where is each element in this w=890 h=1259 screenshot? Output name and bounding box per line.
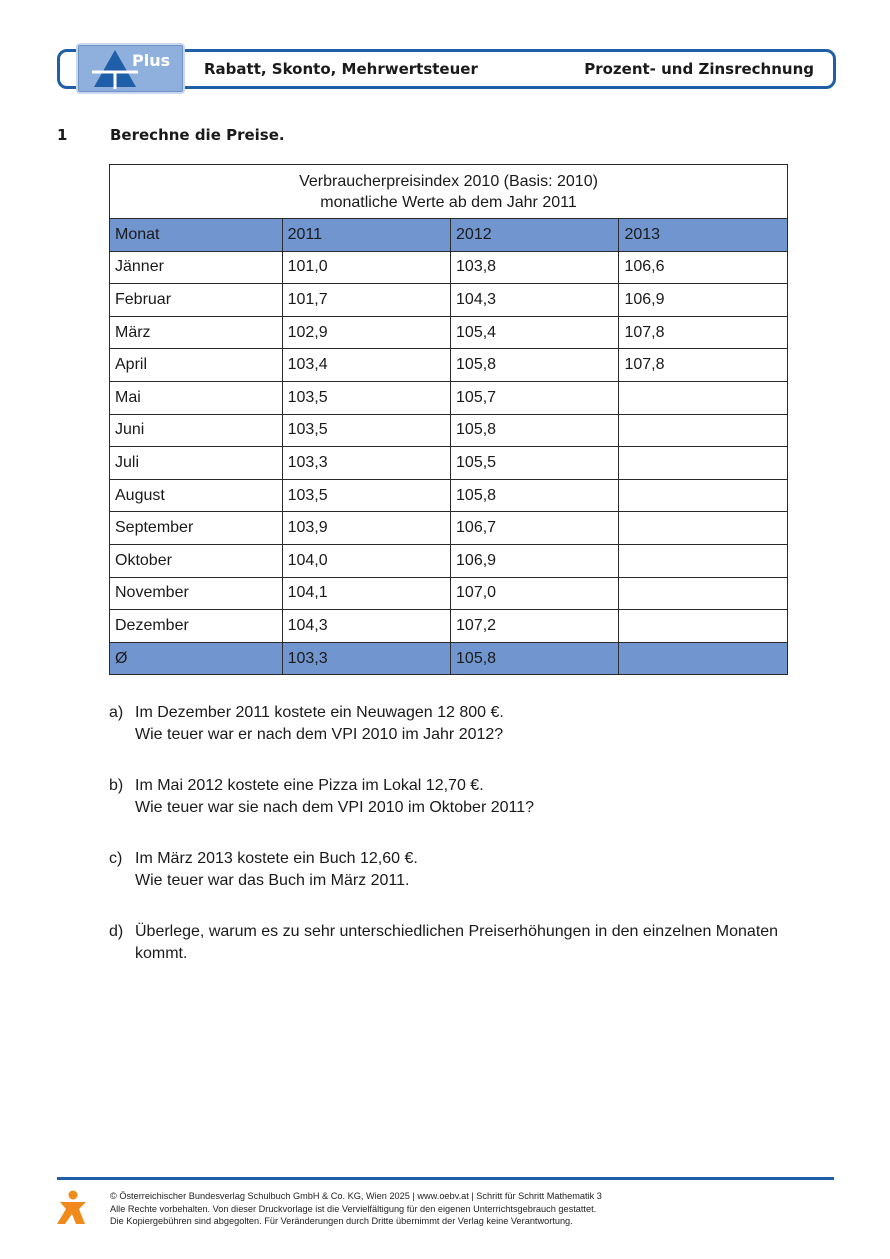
table-row xyxy=(110,610,788,643)
table-cell xyxy=(619,479,788,512)
table-cell: 107,8 xyxy=(619,316,788,349)
average-label: Ø xyxy=(110,642,283,675)
task-number: 1 xyxy=(57,126,68,144)
table-cell: 103,5 xyxy=(282,414,450,447)
table-cell: Juli xyxy=(110,447,283,480)
table-cell: Mai xyxy=(110,381,283,414)
table-cell: 105,7 xyxy=(451,381,619,414)
table-row xyxy=(110,447,788,480)
header-title: Rabatt, Skonto, Mehrwertsteuer xyxy=(204,60,478,78)
table-cell xyxy=(619,642,788,675)
table-cell xyxy=(619,577,788,610)
table-header-row xyxy=(110,219,788,252)
table-cell: 104,1 xyxy=(282,577,450,610)
table-cell: 103,5 xyxy=(282,381,450,414)
table-cell: 106,6 xyxy=(619,251,788,284)
table-cell: 107,2 xyxy=(451,610,619,643)
table-caption xyxy=(110,165,788,219)
table-average-row xyxy=(110,642,788,675)
table-cell xyxy=(619,610,788,643)
table-cell xyxy=(619,414,788,447)
column-header: 2013 xyxy=(619,219,788,252)
question-line: Wie teuer war sie nach dem VPI 2010 im Oktober 2011? xyxy=(135,799,535,816)
table-cell xyxy=(619,512,788,545)
question-line: kommt. xyxy=(135,945,188,962)
question-line: Überlege, warum es zu sehr unterschiedlichen Preiserhöhungen in den einzelnen Monaten xyxy=(135,923,779,940)
table-cell: 104,3 xyxy=(282,610,450,643)
question-letter: c) xyxy=(109,850,123,867)
table-cell: 106,7 xyxy=(451,512,619,545)
table-row xyxy=(110,349,788,382)
table-row xyxy=(110,284,788,317)
table-cell: Oktober xyxy=(110,544,283,577)
table-cell: 103,8 xyxy=(451,251,619,284)
table-cell: 101,0 xyxy=(282,251,450,284)
table-cell: 103,3 xyxy=(282,447,450,480)
table-cell: 103,4 xyxy=(282,349,450,382)
table-cell: April xyxy=(110,349,283,382)
footer-copyright xyxy=(110,1190,602,1228)
table-cell: 106,9 xyxy=(619,284,788,317)
plus-label: Plus xyxy=(132,51,171,70)
footer-line xyxy=(57,1177,834,1180)
table-cell: 107,0 xyxy=(451,577,619,610)
table-row xyxy=(110,414,788,447)
table-cell xyxy=(619,544,788,577)
header-section: Prozent- und Zinsrechnung xyxy=(584,60,814,78)
table-cell: Februar xyxy=(110,284,283,317)
table-cell: Jänner xyxy=(110,251,283,284)
task-title: Berechne die Preise. xyxy=(110,126,285,144)
plus-logo xyxy=(76,43,185,94)
table-cell xyxy=(619,381,788,414)
table-cell: August xyxy=(110,479,283,512)
table-row xyxy=(110,512,788,545)
vpi-table xyxy=(109,164,788,675)
table-cell: November xyxy=(110,577,283,610)
table-cell: 101,7 xyxy=(282,284,450,317)
table-cell: 106,9 xyxy=(451,544,619,577)
column-header: 2012 xyxy=(451,219,619,252)
table-cell: März xyxy=(110,316,283,349)
table-cell: September xyxy=(110,512,283,545)
table-cell: 105,8 xyxy=(451,479,619,512)
table-cell: 105,4 xyxy=(451,316,619,349)
question-line: Im März 2013 kostete ein Buch 12,60 €. xyxy=(135,850,418,867)
table-cell: 104,0 xyxy=(282,544,450,577)
table-cell xyxy=(619,447,788,480)
table-row xyxy=(110,381,788,414)
footer-line-2: Alle Rechte vorbehalten. Von dieser Druckvorlage ist die Vervielfältigung für den eigenen Unterrichtsgebrauch gestattet. xyxy=(110,1203,597,1214)
question-line: Wie teuer war das Buch im März 2011. xyxy=(135,872,410,889)
table-cell: 105,8 xyxy=(451,642,619,675)
publisher-logo-icon xyxy=(55,1190,91,1232)
table-cell: 102,9 xyxy=(282,316,450,349)
table-row xyxy=(110,577,788,610)
table-caption-line2: monatliche Werte ab dem Jahr 2011 xyxy=(320,193,577,211)
table-cell: 105,8 xyxy=(451,414,619,447)
question-letter: d) xyxy=(109,923,124,940)
column-header: Monat xyxy=(110,219,283,252)
table-row xyxy=(110,479,788,512)
table-row xyxy=(110,544,788,577)
question-letter: b) xyxy=(109,777,124,794)
table-cell: 105,5 xyxy=(451,447,619,480)
table-cell: 104,3 xyxy=(451,284,619,317)
question-letter: a) xyxy=(109,704,124,721)
footer-line-1: © Österreichischer Bundesverlag Schulbuch GmbH & Co. KG, Wien 2025 | www.oebv.at | Schritt für Schritt Mathematik 3 xyxy=(110,1191,602,1201)
table-row xyxy=(110,316,788,349)
table-cell: 107,8 xyxy=(619,349,788,382)
question-line: Im Dezember 2011 kostete ein Neuwagen 12 800 €. xyxy=(135,704,504,721)
table-cell: 103,9 xyxy=(282,512,450,545)
table-row xyxy=(110,251,788,284)
question-line: Wie teuer war er nach dem VPI 2010 im Jahr 2012? xyxy=(135,726,504,743)
table-cell: 103,5 xyxy=(282,479,450,512)
question-line: Im Mai 2012 kostete eine Pizza im Lokal 12,70 €. xyxy=(135,777,484,794)
footer-line-3: Die Kopiergebühren sind abgegolten. Für Veränderungen durch Dritte übernimmt der Verlag keine Verantwortung. xyxy=(110,1216,573,1226)
table-cell: Juni xyxy=(110,414,283,447)
table-cell: Dezember xyxy=(110,610,283,643)
table-cell: 105,8 xyxy=(451,349,619,382)
column-header: 2011 xyxy=(282,219,450,252)
table-caption-line1: Verbraucherpreisindex 2010 (Basis: 2010) xyxy=(299,172,598,190)
table-cell: 103,3 xyxy=(282,642,450,675)
